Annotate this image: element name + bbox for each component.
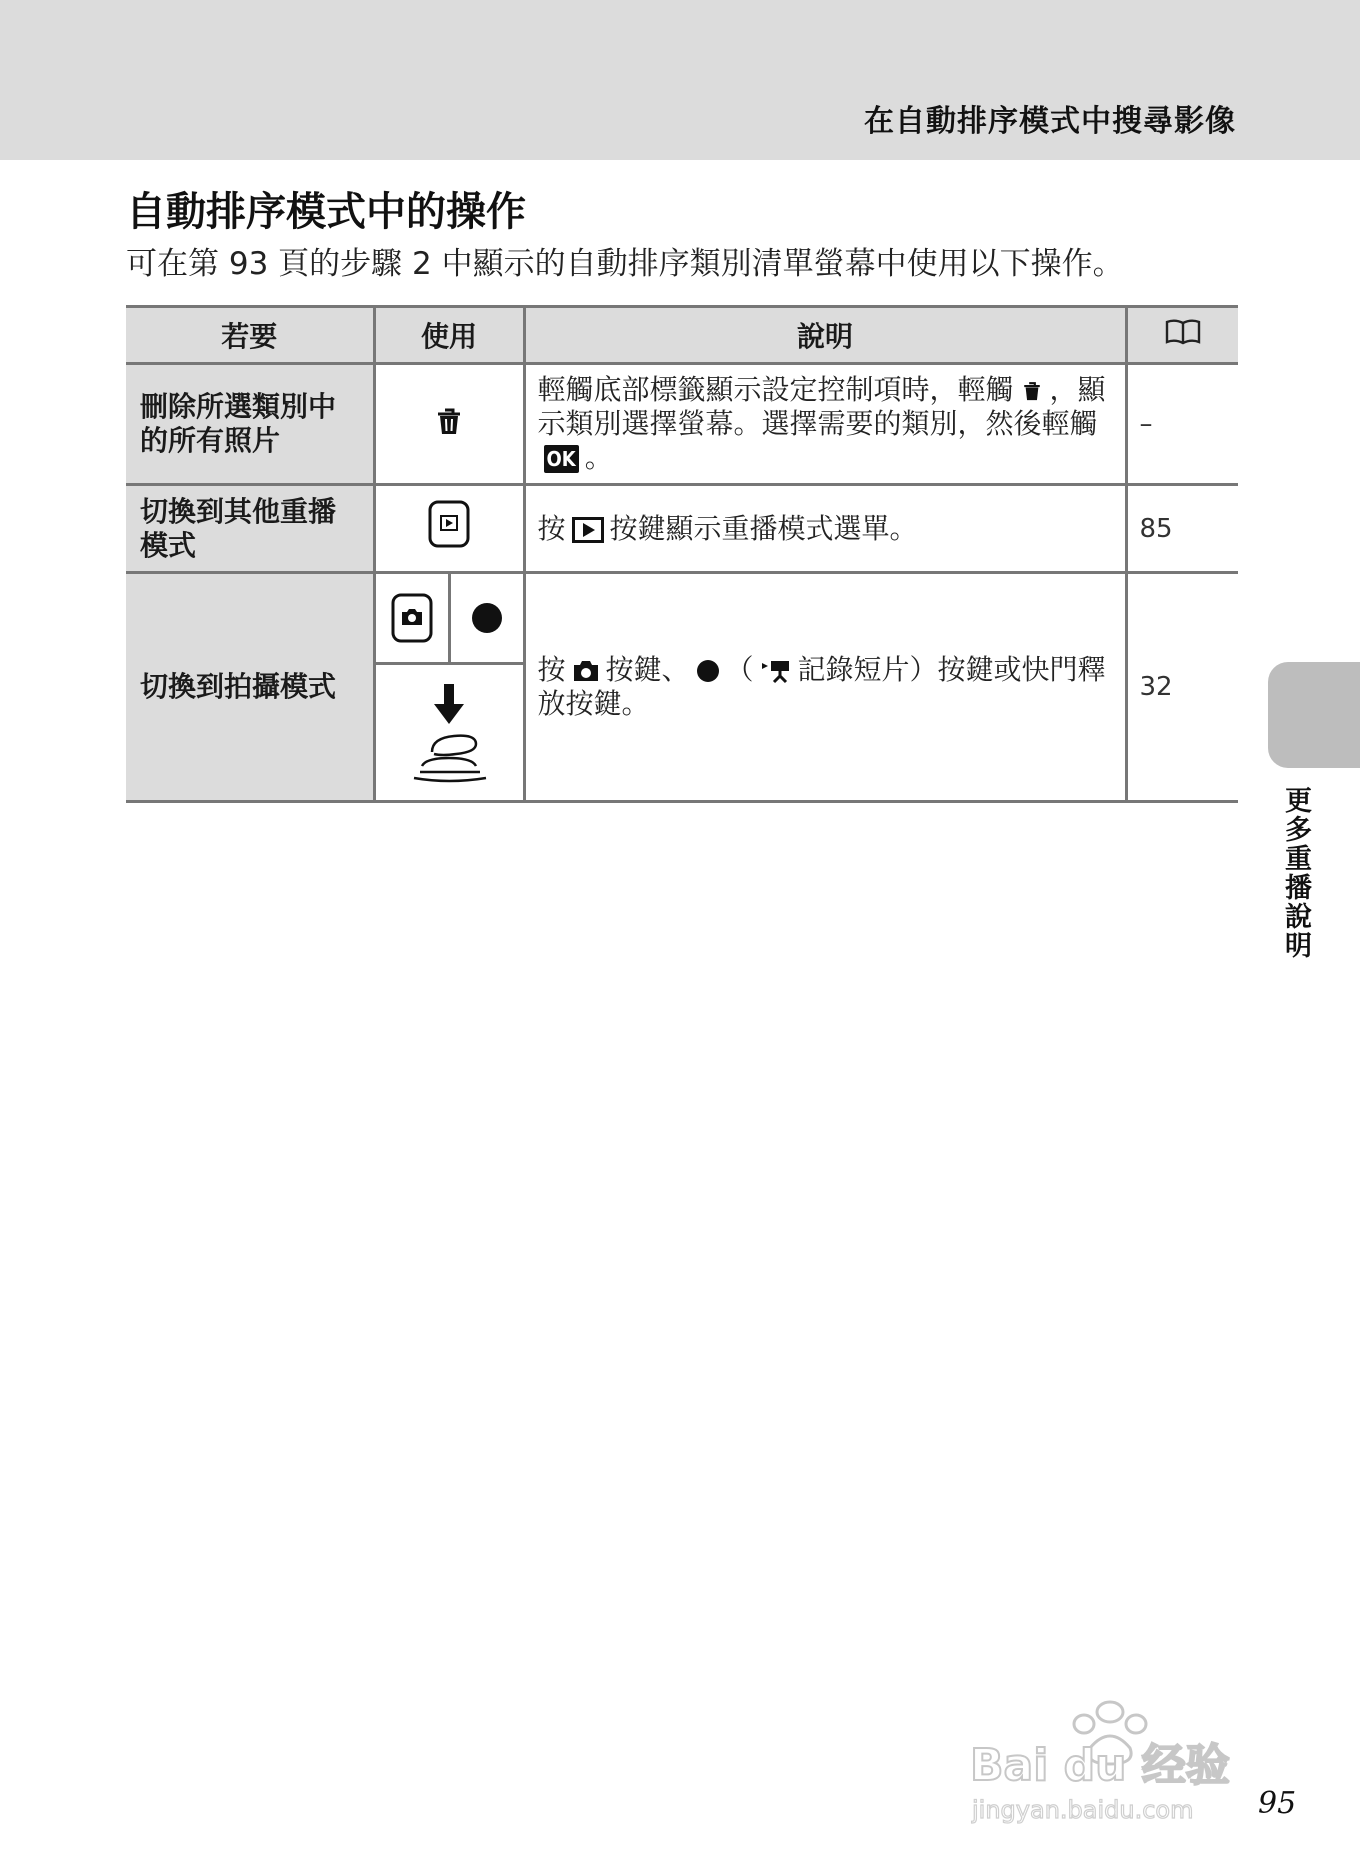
desc-text: 按鍵顯示重播模式選單。 — [609, 511, 918, 545]
header-desc: 說明 — [524, 307, 1126, 364]
baidu-watermark — [960, 1668, 1280, 1828]
shutter-cell — [376, 665, 523, 800]
table-row — [126, 573, 1238, 802]
row-page: – — [1126, 364, 1238, 485]
table-row — [126, 485, 1238, 573]
camera-button-icon — [390, 592, 434, 644]
operations-table — [126, 305, 1238, 803]
row-desc — [524, 485, 1126, 573]
book-icon — [1163, 318, 1203, 346]
page-header-title: 在自動排序模式中搜尋影像 — [864, 104, 1236, 139]
table-row — [126, 364, 1238, 485]
camera-icon — [572, 659, 600, 683]
desc-text: ，顯示類別選擇螢幕。選擇需要的類別，然後輕觸 — [537, 373, 1106, 440]
desc-text: 按鍵、 — [605, 653, 690, 686]
desc-text: 輕觸底部標籤顯示設定控制項時，輕觸 — [537, 373, 1014, 406]
playback-icon — [572, 517, 604, 543]
desc-text: 按 — [537, 653, 566, 686]
row-goal: 刪除所選類別中的所有照片 — [126, 364, 374, 485]
desc-text: 。 — [584, 441, 613, 474]
table-header-row — [126, 307, 1238, 364]
movie-icon — [760, 658, 792, 684]
watermark-brand: Bai du 经验 — [970, 1740, 1230, 1791]
trash-icon — [432, 404, 466, 438]
record-icon — [696, 659, 720, 683]
header-use: 使用 — [374, 307, 524, 364]
shutter-release-icon — [404, 678, 494, 788]
row-page: 85 — [1126, 485, 1238, 573]
page-number: 95 — [1258, 1786, 1297, 1821]
row-desc — [524, 573, 1126, 802]
row-use — [374, 364, 524, 485]
row-goal: 切換到其他重播模式 — [126, 485, 374, 573]
intro-text: 可在第 93 頁的步驟 2 中顯示的自動排序類別清單螢幕中使用以下操作。 — [126, 246, 1124, 282]
row-page: 32 — [1126, 573, 1238, 802]
trash-icon — [1020, 378, 1044, 404]
row-desc — [524, 364, 1126, 485]
use-icons-top — [376, 574, 523, 665]
desc-text: （ — [725, 653, 754, 686]
section-title: 自動排序模式中的操作 — [126, 189, 526, 235]
row-use — [374, 573, 524, 802]
record-button-icon — [471, 602, 503, 634]
desc-text: 按 — [537, 511, 566, 545]
header-goal: 若要 — [126, 307, 374, 364]
use-icons-grid — [376, 574, 523, 800]
side-tab-label: 更多重播說明 — [1280, 786, 1311, 960]
playback-button-icon — [425, 499, 473, 551]
header-page — [1126, 307, 1238, 364]
camera-cell — [376, 574, 451, 662]
record-cell — [451, 574, 523, 662]
row-use — [374, 485, 524, 573]
ok-button-icon: OK — [544, 445, 579, 473]
desc-text: 記錄短片）按鍵或快門釋放按鍵。 — [537, 653, 1106, 720]
watermark-url: jingyan.baidu.com — [972, 1796, 1194, 1824]
row-goal: 切換到拍攝模式 — [126, 573, 374, 802]
side-tab — [1268, 662, 1360, 768]
